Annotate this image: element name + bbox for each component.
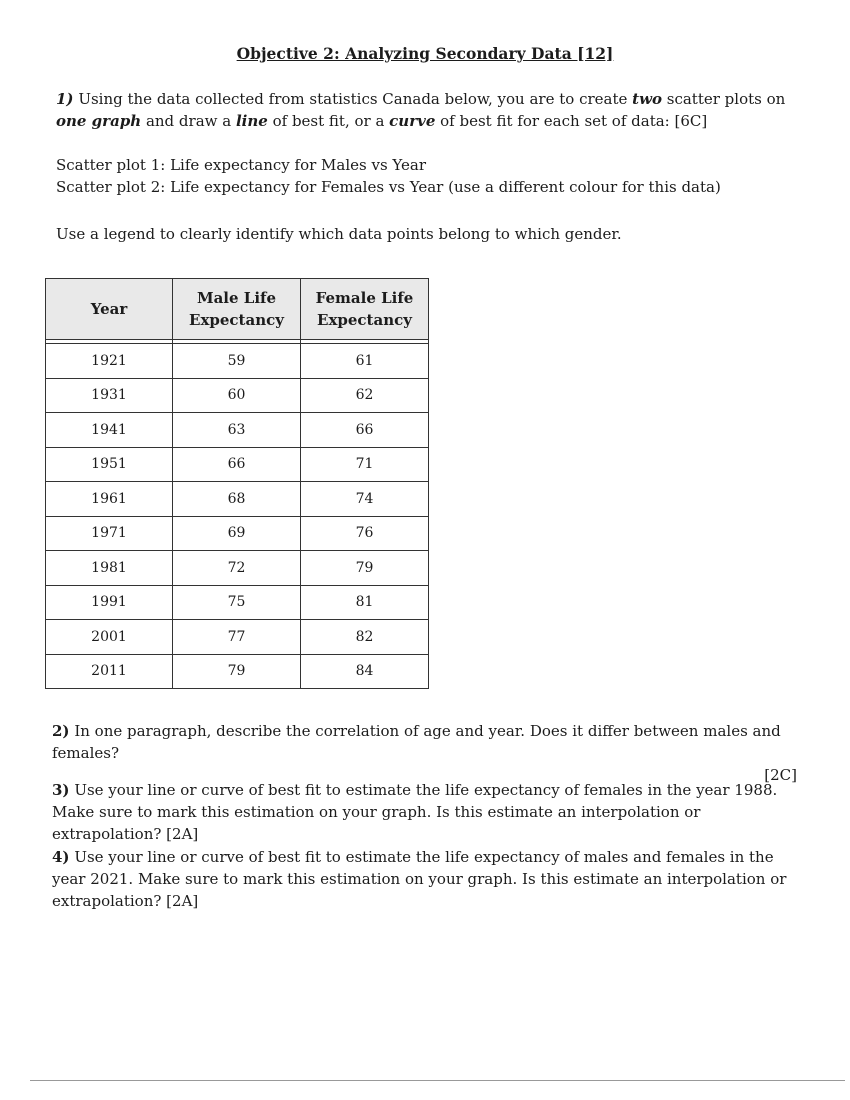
header-male-line-1: Male Life — [196, 289, 277, 307]
page-title: Objective 2: Analyzing Secondary Data [12] — [236, 44, 614, 63]
header-year: Year — [46, 279, 173, 340]
question-2-text: In one paragraph, describe the correlation of age and year. Does it differ between males and females? — [52, 722, 781, 762]
question-3 — [52, 779, 797, 845]
cell-female: 82 — [301, 620, 429, 655]
question-4-text: Use your line or curve of best fit to estimate the life expectancy of males and females in the year 2021. Make sure to mark this estimation on your graph. Is this estimate an interpolation or extrapolation? [2A] — [52, 848, 787, 910]
cell-male: 69 — [173, 516, 301, 551]
header-male — [173, 279, 301, 340]
question-3-number: 3) — [52, 781, 70, 799]
table-row — [46, 516, 429, 551]
question-4-number: 4) — [52, 848, 70, 866]
cell-female: 79 — [301, 551, 429, 586]
table-header-row — [46, 279, 429, 340]
cell-year: 1921 — [46, 344, 173, 379]
header-female — [301, 279, 429, 340]
cell-male: 79 — [173, 654, 301, 689]
cell-male: 77 — [173, 620, 301, 655]
table-row — [46, 551, 429, 586]
header-male-line-2: Expectancy — [189, 311, 284, 329]
question-3-text: Use your line or curve of best fit to estimate the life expectancy of females in the year 1988. Make sure to mark this estimation on your graph. Is this estimate an interpolation or extrapolation? [2A] — [52, 781, 778, 843]
question-1 — [56, 88, 816, 132]
question-2-number: 2) — [52, 722, 70, 740]
table-row — [46, 447, 429, 482]
table-row — [46, 482, 429, 517]
question-4 — [52, 846, 797, 912]
scatter-plot-1-instruction: Scatter plot 1: Life expectancy for Males vs Year — [56, 156, 427, 174]
header-female-line-2: Expectancy — [317, 311, 412, 329]
cell-year: 1961 — [46, 482, 173, 517]
table-row — [46, 585, 429, 620]
cell-male: 68 — [173, 482, 301, 517]
cell-year: 1941 — [46, 413, 173, 448]
table-row — [46, 413, 429, 448]
cell-year: 1951 — [46, 447, 173, 482]
q1-emph-curve: curve — [389, 112, 436, 130]
cell-male: 72 — [173, 551, 301, 586]
cell-male: 60 — [173, 378, 301, 413]
life-expectancy-table — [45, 278, 429, 689]
cell-male: 59 — [173, 344, 301, 379]
q1-emph-two: two — [632, 90, 662, 108]
cell-year: 1931 — [46, 378, 173, 413]
cell-year: 1971 — [46, 516, 173, 551]
cell-male: 63 — [173, 413, 301, 448]
question-2-marks: [2C] — [764, 766, 797, 784]
bottom-scan-line — [30, 1080, 845, 1081]
cell-year: 1991 — [46, 585, 173, 620]
cell-year: 1981 — [46, 551, 173, 586]
q1-text-2: scatter plots on — [662, 90, 786, 108]
legend-instruction: Use a legend to clearly identify which data points belong to which gender. — [56, 225, 622, 243]
scatter-plot-2-instruction: Scatter plot 2: Life expectancy for Females vs Year (use a different colour for this data) — [56, 178, 721, 196]
cell-female: 62 — [301, 378, 429, 413]
q1-text-3: and draw a — [141, 112, 236, 130]
question-2 — [52, 720, 797, 786]
question-1-number: 1) — [56, 90, 74, 108]
q1-text-4: of best fit, or a — [267, 112, 390, 130]
cell-female: 74 — [301, 482, 429, 517]
cell-male: 75 — [173, 585, 301, 620]
cell-female: 71 — [301, 447, 429, 482]
cell-female: 66 — [301, 413, 429, 448]
cell-year: 2011 — [46, 654, 173, 689]
cell-female: 61 — [301, 344, 429, 379]
cell-female: 84 — [301, 654, 429, 689]
header-female-line-1: Female Life — [315, 289, 414, 307]
table-row — [46, 654, 429, 689]
table-row — [46, 620, 429, 655]
cell-female: 76 — [301, 516, 429, 551]
table-row — [46, 344, 429, 379]
q1-text-5: of best fit for each set of data: [6C] — [435, 112, 708, 130]
q1-emph-line: line — [235, 112, 268, 130]
q1-emph-one-graph: one graph — [56, 112, 142, 130]
q1-text-1: Using the data collected from statistics Canada below, you are to create — [73, 90, 633, 108]
table-row — [46, 378, 429, 413]
cell-year: 2001 — [46, 620, 173, 655]
cell-male: 66 — [173, 447, 301, 482]
cell-female: 81 — [301, 585, 429, 620]
